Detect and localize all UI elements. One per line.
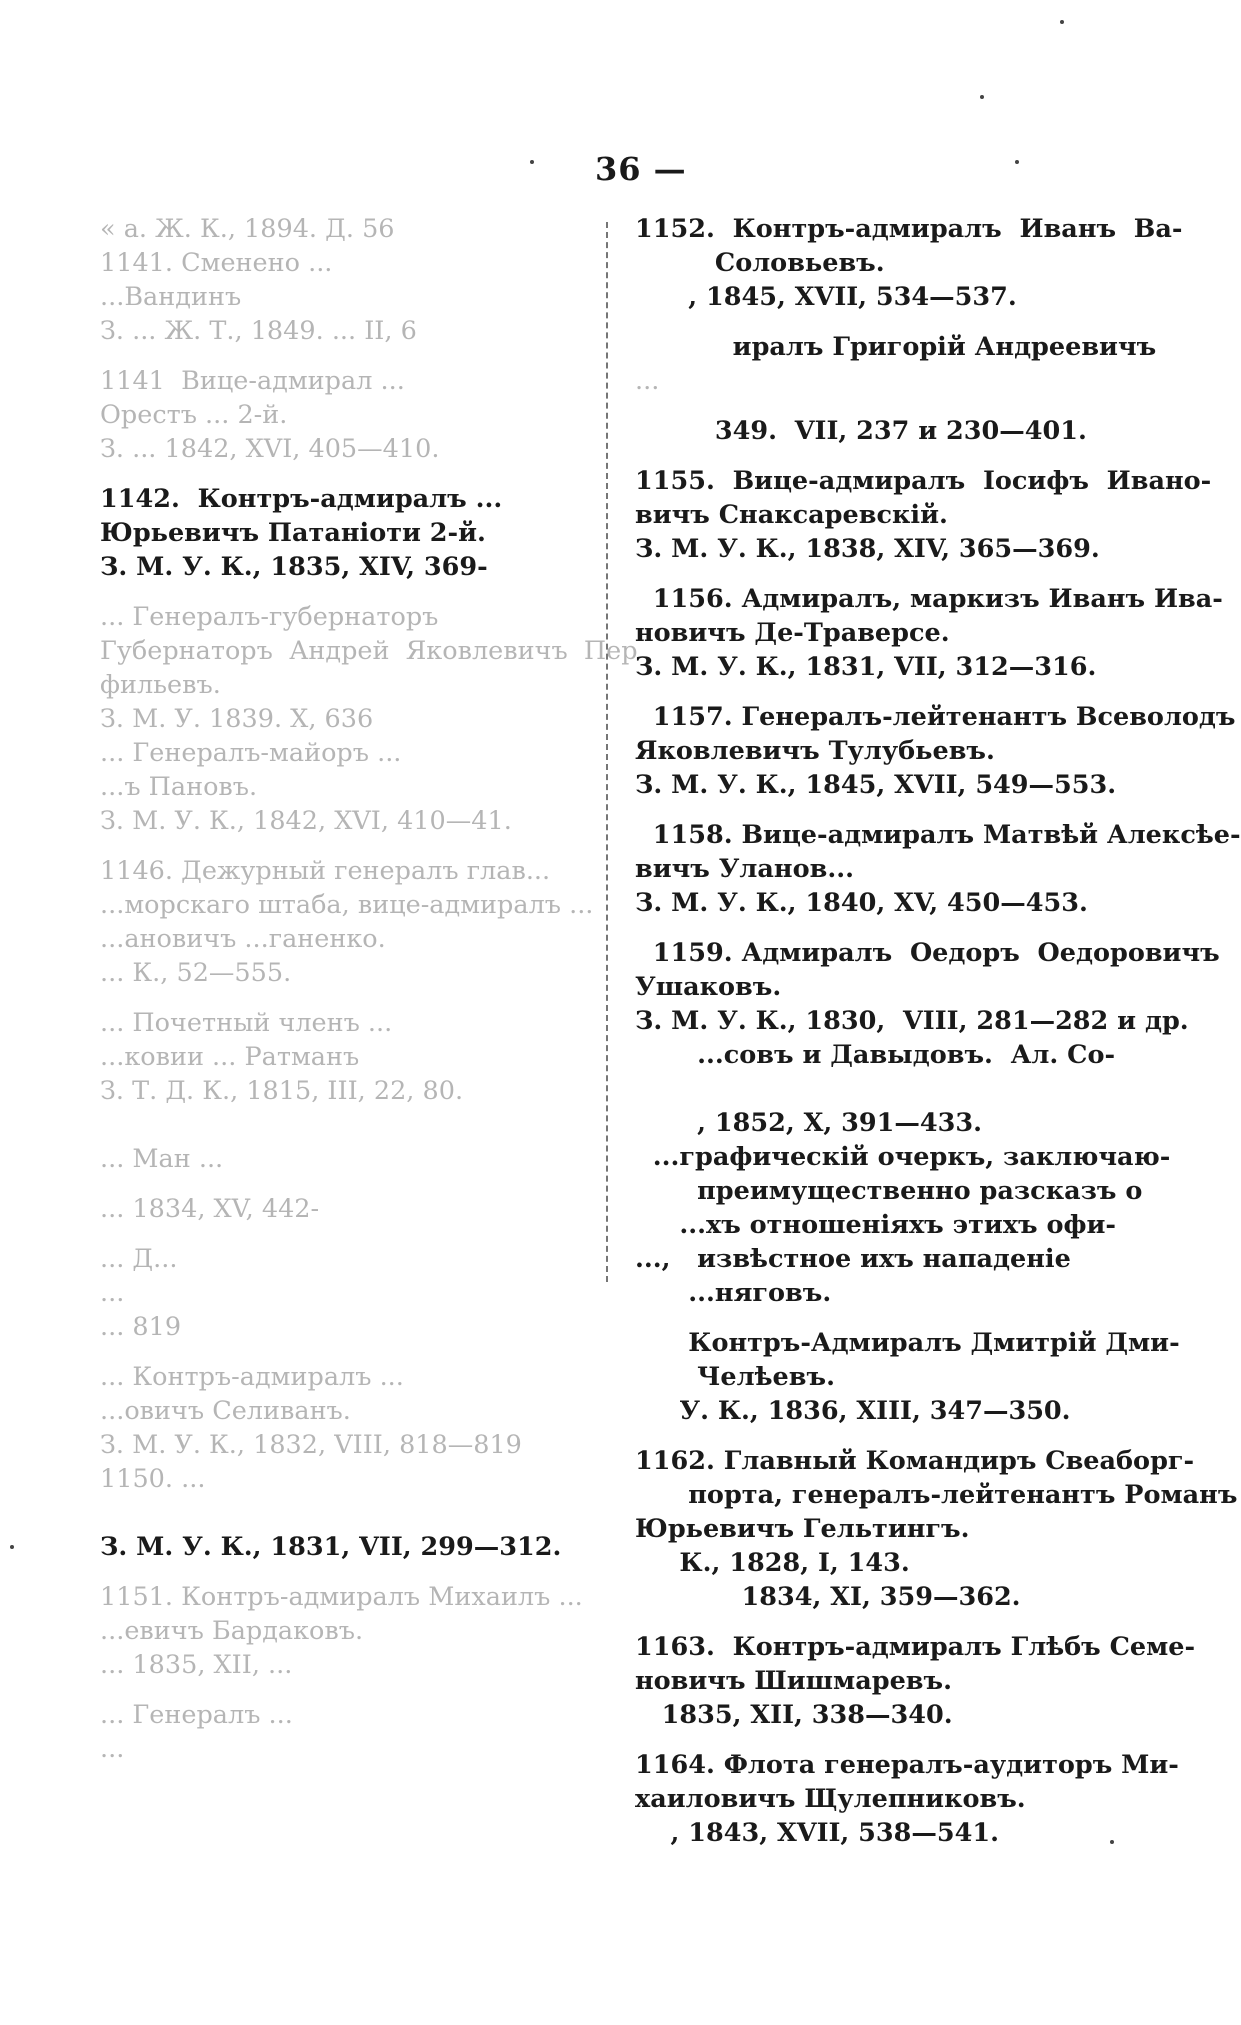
text-line: 1151. Контръ-адмиралъ Михаилъ ... bbox=[100, 1582, 583, 1612]
text-line: 1150. ... bbox=[100, 1464, 206, 1494]
spacer bbox=[100, 1682, 590, 1698]
text-line: 1146. Дежурный генералъ глав... bbox=[100, 856, 551, 886]
spacer bbox=[100, 348, 590, 364]
text-line: ... Ман ... bbox=[100, 1144, 224, 1174]
spacer bbox=[100, 1176, 590, 1192]
spacer bbox=[635, 1732, 1125, 1748]
text-line: З. М. У. К., 1831, VII, 299—312. bbox=[100, 1532, 562, 1562]
text-line: З. М. У. 1839. X, 636 bbox=[100, 704, 374, 734]
text-line: Юрьевичъ Патаніоти 2-й. bbox=[100, 518, 486, 548]
text-line: ...графическій очеркъ, заключаю- bbox=[635, 1142, 1171, 1172]
spacer bbox=[635, 1072, 1125, 1106]
spacer bbox=[635, 1428, 1125, 1444]
text-line: 1152. Контръ-адмиралъ Иванъ Ва- bbox=[635, 214, 1183, 244]
text-line: преимущественно разсказъ о bbox=[635, 1176, 1143, 1206]
text-line: З. М. У. К., 1830, VIII, 281—282 и др. bbox=[635, 1006, 1189, 1036]
spacer bbox=[635, 920, 1125, 936]
text-line: ...няговъ. bbox=[635, 1278, 832, 1308]
spacer bbox=[635, 802, 1125, 818]
text-line: 1142. Контръ-адмиралъ ... bbox=[100, 484, 503, 514]
text-line: З. М. У. К., 1831, VII, 312—316. bbox=[635, 652, 1097, 682]
text-line: фильевъ. bbox=[100, 670, 221, 700]
text-line: 1158. Вице-адмиралъ Матвѣй Алексѣе- bbox=[635, 820, 1241, 850]
text-line: ... К., 52—555. bbox=[100, 958, 292, 988]
text-line: Орестъ ... 2-й. bbox=[100, 400, 288, 430]
text-line: ... Генералъ-майоръ ... bbox=[100, 738, 402, 768]
text-line: З. ... 1842, XVI, 405—410. bbox=[100, 434, 440, 464]
text-line: ... 1835, XII, ... bbox=[100, 1650, 293, 1680]
scan-speck bbox=[1060, 20, 1064, 24]
text-line: порта, генералъ-лейтенантъ Романъ bbox=[635, 1480, 1238, 1510]
scan-speck bbox=[980, 95, 984, 99]
text-line: ... Генералъ ... bbox=[100, 1700, 293, 1730]
text-line: З. ... Ж. Т., 1849. ... II, 6 bbox=[100, 316, 417, 346]
spacer bbox=[635, 448, 1125, 464]
scan-speck bbox=[530, 160, 534, 164]
text-line: Контръ-Адмиралъ Дмитрій Дми- bbox=[635, 1328, 1180, 1358]
scan-speck bbox=[10, 1545, 14, 1549]
right-column bbox=[635, 212, 1241, 1850]
spacer bbox=[635, 1310, 1125, 1326]
text-line: 1141. Сменено ... bbox=[100, 248, 333, 278]
text-line: 1834, XI, 359—362. bbox=[635, 1582, 1021, 1612]
text-line: ... bbox=[635, 366, 660, 396]
text-line: ... Д... bbox=[100, 1244, 178, 1274]
text-line: ... Почетный членъ ... bbox=[100, 1008, 393, 1038]
text-line: ... Контръ-адмиралъ ... bbox=[100, 1362, 404, 1392]
spacer bbox=[100, 1564, 590, 1580]
text-line: ... 819 bbox=[100, 1312, 182, 1342]
text-line: , 1852, X, 391—433. bbox=[635, 1108, 983, 1138]
text-line: ...ковии ... Ратманъ bbox=[100, 1042, 360, 1072]
text-line: ...овичъ Селиванъ. bbox=[100, 1396, 351, 1426]
text-line: 1163. Контръ-адмиралъ Глѣбъ Семе- bbox=[635, 1632, 1196, 1662]
text-line: 1157. Генералъ-лейтенантъ Всеволодъ bbox=[635, 702, 1236, 732]
text-line: новичъ Шишмаревъ. bbox=[635, 1666, 952, 1696]
spacer bbox=[635, 566, 1125, 582]
spacer bbox=[100, 990, 590, 1006]
text-line: ...Вандинъ bbox=[100, 282, 242, 312]
text-line: Губернаторъ Андрей Яковлевичъ Пер bbox=[100, 636, 638, 666]
text-line: 1159. Адмиралъ Оедоръ Оедоровичъ bbox=[635, 938, 1220, 968]
text-line: 1156. Адмиралъ, маркизъ Иванъ Ива- bbox=[635, 584, 1223, 614]
text-line: ..., извѣстное ихъ нападеніе bbox=[635, 1244, 1071, 1274]
spacer bbox=[100, 584, 590, 600]
text-line: Ушаковъ. bbox=[635, 972, 782, 1002]
spacer bbox=[100, 1226, 590, 1242]
text-line: Соловьевъ. bbox=[635, 248, 885, 278]
column-divider bbox=[606, 222, 608, 1282]
text-line: ...совъ и Давыдовъ. Ал. Со- bbox=[635, 1040, 1116, 1070]
text-line: 1162. Главный Командиръ Свеаборг- bbox=[635, 1446, 1195, 1476]
text-line: К., 1828, I, 143. bbox=[635, 1548, 910, 1578]
text-line: 1141 Вице-адмирал ... bbox=[100, 366, 405, 396]
text-line: , 1845, XVII, 534—537. bbox=[635, 282, 1017, 312]
spacer bbox=[100, 466, 590, 482]
text-line: ... bbox=[100, 1278, 125, 1308]
text-line: 1155. Вице-адмиралъ Іосифъ Ивано- bbox=[635, 466, 1212, 496]
text-line: новичъ Де-Траверсе. bbox=[635, 618, 950, 648]
text-line: З. М. У. К., 1835, XIV, 369- bbox=[100, 552, 488, 582]
text-line: ... 1834, XV, 442- bbox=[100, 1194, 320, 1224]
text-line: вичъ Снаксаревскій. bbox=[635, 500, 948, 530]
left-column bbox=[100, 212, 638, 1766]
text-line: З. М. У. К., 1832, VIII, 818—819 bbox=[100, 1430, 522, 1460]
scan-speck bbox=[1110, 1840, 1114, 1844]
page-number: 36 — bbox=[595, 150, 687, 188]
text-line: ...хъ отношеніяхъ этихъ офи- bbox=[635, 1210, 1116, 1240]
text-line: 1164. Флота генералъ-аудиторъ Ми- bbox=[635, 1750, 1179, 1780]
spacer bbox=[100, 1108, 590, 1142]
text-line: вичъ Уланов... bbox=[635, 854, 854, 884]
text-line: хаиловичъ Щулепниковъ. bbox=[635, 1784, 1026, 1814]
text-line: Юрьевичъ Гельтингъ. bbox=[635, 1514, 970, 1544]
text-line: З. М. У. К., 1842, XVI, 410—41. bbox=[100, 806, 512, 836]
text-line: ... Генералъ-губернаторъ bbox=[100, 602, 439, 632]
text-line: У. К., 1836, XIII, 347—350. bbox=[635, 1396, 1071, 1426]
spacer bbox=[100, 838, 590, 854]
text-line: ...морскаго штаба, вице-адмиралъ ... bbox=[100, 890, 594, 920]
text-line: З. Т. Д. К., 1815, III, 22, 80. bbox=[100, 1076, 464, 1106]
text-line: иралъ Григорій Андреевичъ bbox=[635, 332, 1157, 362]
spacer bbox=[635, 398, 1125, 414]
spacer bbox=[100, 1496, 590, 1530]
spacer bbox=[635, 1614, 1125, 1630]
text-line: З. М. У. К., 1840, XV, 450—453. bbox=[635, 888, 1088, 918]
text-line: Челѣевъ. bbox=[635, 1362, 835, 1392]
text-line: ...ановичъ ...ганенко. bbox=[100, 924, 386, 954]
text-line: З. М. У. К., 1838, XIV, 365—369. bbox=[635, 534, 1100, 564]
text-line: ... bbox=[100, 1734, 125, 1764]
text-line: Яковлевичъ Тулубьевъ. bbox=[635, 736, 995, 766]
spacer bbox=[635, 684, 1125, 700]
text-line: 349. VII, 237 и 230—401. bbox=[635, 416, 1087, 446]
text-line: 1835, XII, 338—340. bbox=[635, 1700, 953, 1730]
text-line: ...евичъ Бардаковъ. bbox=[100, 1616, 364, 1646]
text-line: , 1843, XVII, 538—541. bbox=[635, 1818, 1000, 1848]
spacer bbox=[635, 314, 1125, 330]
spacer bbox=[100, 1344, 590, 1360]
text-line: « а. Ж. К., 1894. Д. 56 bbox=[100, 214, 395, 244]
text-line: ...ъ Пановъ. bbox=[100, 772, 258, 802]
text-line: З. М. У. К., 1845, XVII, 549—553. bbox=[635, 770, 1117, 800]
scan-speck bbox=[1015, 160, 1019, 164]
